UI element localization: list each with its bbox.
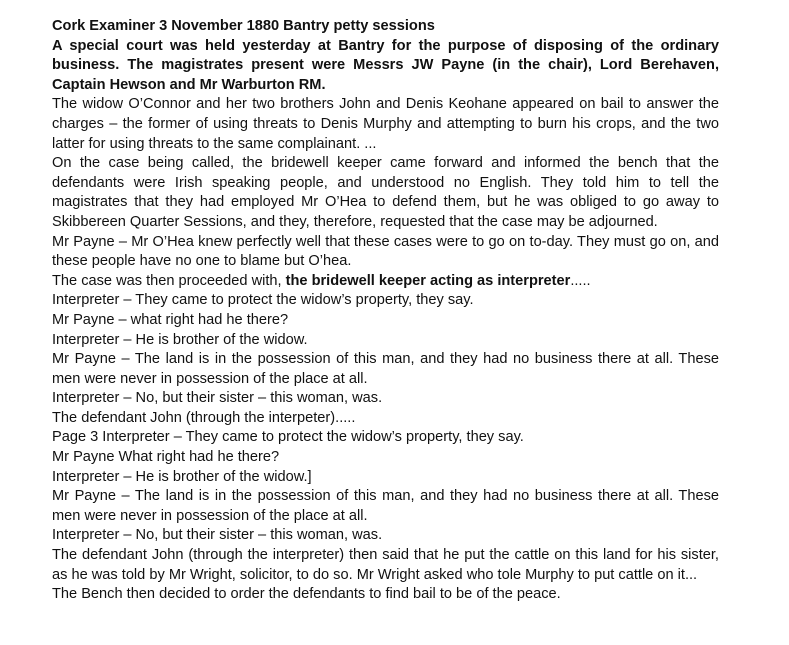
dialogue-line: Interpreter – No, but their sister – this woman, was.: [52, 527, 383, 544]
dialogue-line: The defendant John (through the interpeter).....: [52, 409, 356, 426]
dialogue-paragraph: The defendant John (through the interpreter) then said that he put the cattle on this land for his sister, as he was told by Mr Wright, solicitor, to do so. Mr Wright asked who tole Murphy to put cattle on it...: [52, 547, 719, 583]
dialogue-line: Mr Payne What right had he there?: [52, 449, 280, 466]
dialogue-line: Interpreter – No, but their sister – this woman, was.: [52, 390, 383, 407]
dialogue-paragraph: Mr Payne – The land is in the possession of this man, and they had no business there at all. These men were never in possession of the place at all.: [52, 351, 719, 387]
dialogue-line: Interpreter – He is brother of the widow.: [52, 331, 308, 348]
article-body: [52, 17, 719, 605]
dialogue-line: Interpreter – They came to protect the widow’s property, they say.: [52, 292, 474, 309]
case-proceeded-text: The case was then proceeded with,: [52, 272, 286, 289]
article-heading: Cork Examiner 3 November 1880 Bantry petty sessions: [52, 18, 435, 34]
dialogue-line: Page 3 Interpreter – They came to protect the widow’s property, they say.: [52, 429, 524, 446]
paragraph-payne-response: Mr Payne – Mr O’Hea knew perfectly well that these cases were to go on to-day. They must go on, and these people have no one to blame but O’hea.: [52, 233, 719, 270]
case-proceeded-ellipsis: .....: [570, 272, 591, 289]
paragraph-case-proceeded: [52, 272, 719, 292]
article-lead: A special court was held yesterday at Bantry for the purpose of disposing of the ordinary business. The magistrates present were Messrs JW Payne (in the chair), Lord Berehaven, Captain Hewson and Mr Warburton RM.: [52, 37, 719, 93]
dialogue-line: Interpreter – He is brother of the widow.]: [52, 468, 312, 485]
closing-line: The Bench then decided to order the defendants to find bail to be of the peace.: [52, 586, 561, 603]
paragraph-charges: The widow O’Connor and her two brothers John and Denis Keohane appeared on bail to answer the charges – the former of using threats to Denis Murphy and attempting to burn his crops, and the two latter for using threats to the same complainant. ...: [52, 96, 719, 152]
paragraph-bridewell-keeper: On the case being called, the bridewell keeper came forward and informed the bench that the defendants were Irish speaking people, and understood no English. They told him to tell the magistrates that they had employed Mr O’Hea to defend them, but he was obliged to go away to Skibbereen Quarter Sessions, and they, therefore, requested that the case may be adjourned.: [52, 155, 719, 230]
dialogue-paragraph: Mr Payne – The land is in the possession of this man, and they had no business there at all. These men were never in possession of the place at all.: [52, 488, 719, 524]
interpreter-emphasis: the bridewell keeper acting as interpreter: [285, 272, 571, 289]
dialogue-line: Mr Payne – what right had he there?: [52, 311, 289, 328]
